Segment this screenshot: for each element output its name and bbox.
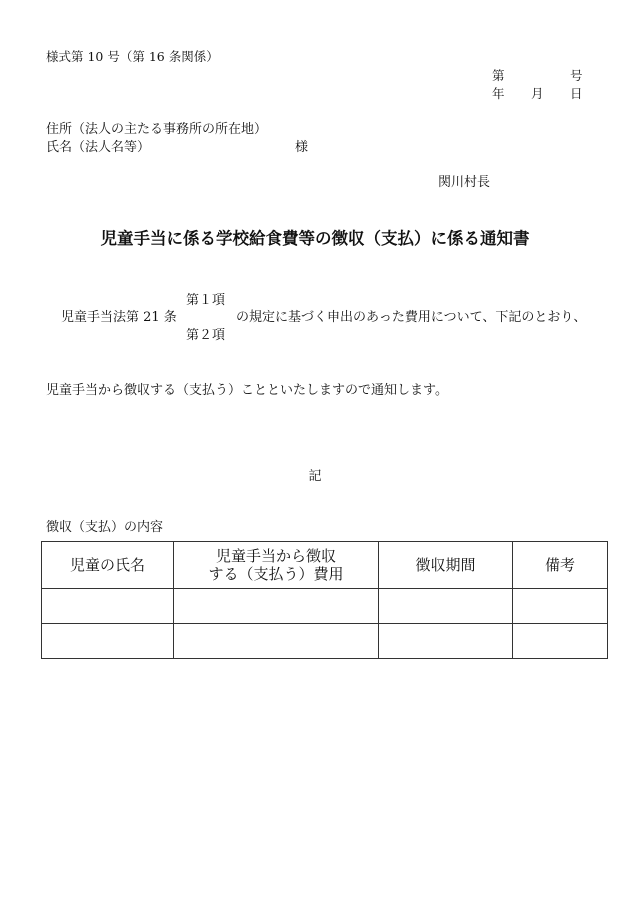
table-row [42, 589, 608, 624]
form-id: 様式第 10 号（第 16 条関係） [46, 49, 219, 64]
law-paragraph-1: 第１項 [186, 293, 226, 308]
section-heading: 徴収（支払）の内容 [46, 520, 164, 535]
cell-child-name[interactable] [42, 624, 174, 659]
body-line-1: の規定に基づく申出のあった費用について、下記のとおり、 [236, 310, 587, 325]
cell-collection-period[interactable] [379, 589, 513, 624]
header-collection-period: 徴収期間 [379, 542, 513, 589]
cell-collection-amount[interactable] [174, 589, 379, 624]
header-child-name: 児童の氏名 [42, 542, 174, 589]
collection-details-table [41, 541, 608, 659]
recipient-address-label: 住所（法人の主たる事務所の所在地） [46, 122, 268, 137]
cell-child-name[interactable] [42, 589, 174, 624]
header-remarks: 備考 [513, 542, 608, 589]
document-number-prefix: 第 [492, 68, 505, 83]
recipient-honorific: 様 [295, 140, 309, 155]
cell-collection-amount[interactable] [174, 624, 379, 659]
law-reference: 児童手当法第 21 条 [61, 310, 177, 325]
date-month: 月 [531, 86, 544, 101]
document-title: 児童手当に係る学校給食費等の徴収（支払）に係る通知書 [100, 229, 530, 248]
recipient-name-label: 氏名（法人名等） [46, 140, 151, 155]
table-header-row [42, 542, 608, 589]
cell-remarks[interactable] [513, 589, 608, 624]
date-day: 日 [570, 86, 583, 101]
cell-remarks[interactable] [513, 624, 608, 659]
body-line-2: 児童手当から徴収する（支払う）ことといたしますので通知します。 [46, 383, 448, 398]
law-paragraph-2: 第２項 [186, 328, 226, 343]
cell-collection-period[interactable] [379, 624, 513, 659]
date-year: 年 [492, 86, 505, 101]
table-row [42, 624, 608, 659]
header-collection-amount: 児童手当から徴収 する（支払う）費用 [174, 542, 379, 589]
issuer: 関川村長 [438, 175, 491, 190]
document-number-suffix: 号 [570, 68, 583, 83]
ki-marker: 記 [308, 469, 322, 484]
